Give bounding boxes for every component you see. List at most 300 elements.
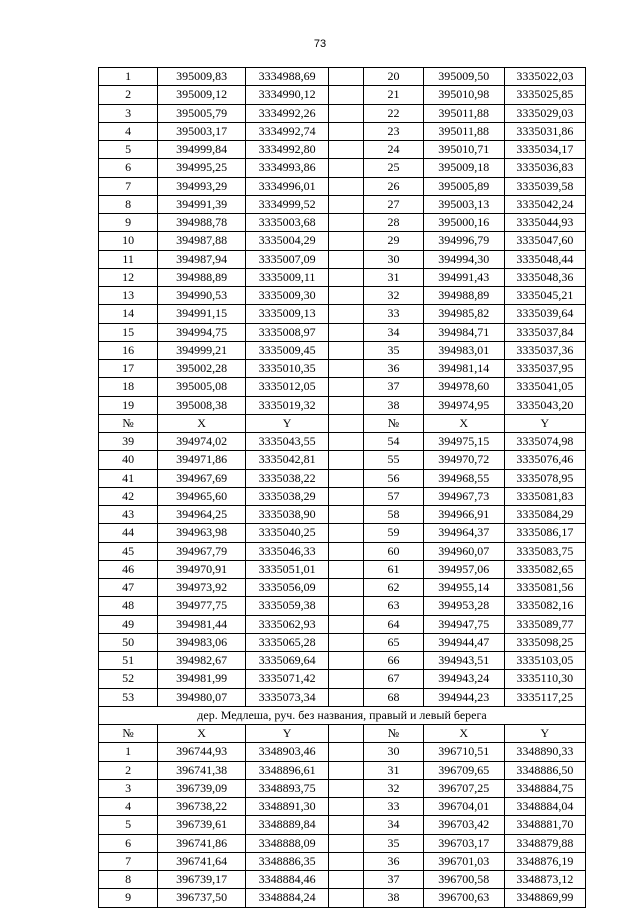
point-number: 39 — [99, 433, 158, 451]
point-number: 38 — [364, 889, 423, 907]
x-coordinate: 394971,86 — [158, 451, 246, 469]
x-coordinate: 396704,01 — [423, 798, 504, 816]
x-coordinate: 394943,51 — [423, 652, 504, 670]
table-row — [99, 871, 586, 889]
column-gap — [329, 104, 364, 122]
x-coordinate: 394955,14 — [423, 579, 504, 597]
point-number: 19 — [99, 396, 158, 414]
point-number: 37 — [364, 871, 423, 889]
point-number: 49 — [99, 615, 158, 633]
point-number: 51 — [99, 652, 158, 670]
table-row — [99, 433, 586, 451]
point-number: 1 — [99, 743, 158, 761]
point-number: 25 — [364, 159, 423, 177]
column-gap — [329, 779, 364, 797]
table-row — [99, 469, 586, 487]
y-coordinate: 3334992,74 — [245, 122, 328, 140]
y-coordinate: 3335038,29 — [245, 487, 328, 505]
point-number: 58 — [364, 506, 423, 524]
table-row — [99, 487, 586, 505]
point-number: 33 — [364, 305, 423, 323]
coordinates-table-body — [99, 68, 586, 908]
x-coordinate: 395003,13 — [423, 195, 504, 213]
y-coordinate: 3335010,35 — [245, 360, 328, 378]
table-row — [99, 86, 586, 104]
column-gap — [329, 798, 364, 816]
x-coordinate: 394988,89 — [423, 287, 504, 305]
x-coordinate: 394994,75 — [158, 323, 246, 341]
point-number: 4 — [99, 798, 158, 816]
y-coordinate: 3348891,30 — [245, 798, 328, 816]
x-coordinate: 396739,17 — [158, 871, 246, 889]
y-coordinate: 3335103,05 — [504, 652, 585, 670]
header-y: Y — [245, 414, 328, 432]
column-gap — [329, 889, 364, 907]
x-coordinate: 394981,44 — [158, 615, 246, 633]
x-coordinate: 395008,38 — [158, 396, 246, 414]
y-coordinate: 3335082,16 — [504, 597, 585, 615]
table-row — [99, 615, 586, 633]
point-number: 6 — [99, 159, 158, 177]
point-number: 40 — [99, 451, 158, 469]
header-number: № — [364, 414, 423, 432]
table-row — [99, 834, 586, 852]
y-coordinate: 3335007,09 — [245, 250, 328, 268]
point-number: 33 — [364, 798, 423, 816]
y-coordinate: 3335110,30 — [504, 670, 585, 688]
point-number: 60 — [364, 542, 423, 560]
point-number: 8 — [99, 871, 158, 889]
column-gap — [329, 141, 364, 159]
y-coordinate: 3348896,61 — [245, 761, 328, 779]
y-coordinate: 3348890,33 — [504, 743, 585, 761]
y-coordinate: 3348888,09 — [245, 834, 328, 852]
y-coordinate: 3348881,70 — [504, 816, 585, 834]
column-gap — [329, 68, 364, 86]
point-number: 28 — [364, 214, 423, 232]
x-coordinate: 394984,71 — [423, 323, 504, 341]
column-gap — [329, 360, 364, 378]
point-number: 2 — [99, 86, 158, 104]
column-gap — [329, 214, 364, 232]
x-coordinate: 394974,95 — [423, 396, 504, 414]
table-row — [99, 378, 586, 396]
x-coordinate: 395010,71 — [423, 141, 504, 159]
point-number: 8 — [99, 195, 158, 213]
y-coordinate: 3335048,44 — [504, 250, 585, 268]
y-coordinate: 3335029,03 — [504, 104, 585, 122]
x-coordinate: 395000,16 — [423, 214, 504, 232]
x-coordinate: 396741,38 — [158, 761, 246, 779]
point-number: 61 — [364, 560, 423, 578]
y-coordinate: 3335009,11 — [245, 268, 328, 286]
x-coordinate: 395003,17 — [158, 122, 246, 140]
y-coordinate: 3334992,26 — [245, 104, 328, 122]
point-number: 38 — [364, 396, 423, 414]
x-coordinate: 396739,09 — [158, 779, 246, 797]
column-gap — [329, 305, 364, 323]
y-coordinate: 3335117,25 — [504, 688, 585, 706]
table-row — [99, 305, 586, 323]
table-row — [99, 761, 586, 779]
header-y: Y — [504, 414, 585, 432]
point-number: 53 — [99, 688, 158, 706]
header-number: № — [364, 725, 423, 743]
table-row — [99, 816, 586, 834]
y-coordinate: 3335045,21 — [504, 287, 585, 305]
x-coordinate: 394988,78 — [158, 214, 246, 232]
x-coordinate: 394994,30 — [423, 250, 504, 268]
point-number: 59 — [364, 524, 423, 542]
column-gap — [329, 396, 364, 414]
point-number: 30 — [364, 743, 423, 761]
y-coordinate: 3335082,65 — [504, 560, 585, 578]
y-coordinate: 3335012,05 — [245, 378, 328, 396]
point-number: 3 — [99, 104, 158, 122]
table-row — [99, 506, 586, 524]
y-coordinate: 3335043,20 — [504, 396, 585, 414]
point-number: 13 — [99, 287, 158, 305]
x-coordinate: 394967,73 — [423, 487, 504, 505]
header-row — [99, 414, 586, 432]
x-coordinate: 396701,03 — [423, 852, 504, 870]
x-coordinate: 394967,69 — [158, 469, 246, 487]
column-gap — [329, 506, 364, 524]
column-gap — [329, 122, 364, 140]
y-coordinate: 3335065,28 — [245, 633, 328, 651]
column-gap — [329, 633, 364, 651]
y-coordinate: 3335039,58 — [504, 177, 585, 195]
y-coordinate: 3335008,97 — [245, 323, 328, 341]
y-coordinate: 3335084,29 — [504, 506, 585, 524]
point-number: 3 — [99, 779, 158, 797]
point-number: 42 — [99, 487, 158, 505]
point-number: 36 — [364, 360, 423, 378]
y-coordinate: 3348903,46 — [245, 743, 328, 761]
x-coordinate: 394953,28 — [423, 597, 504, 615]
y-coordinate: 3334999,52 — [245, 195, 328, 213]
y-coordinate: 3334996,01 — [245, 177, 328, 195]
x-coordinate: 395011,88 — [423, 122, 504, 140]
y-coordinate: 3335081,83 — [504, 487, 585, 505]
point-number: 21 — [364, 86, 423, 104]
y-coordinate: 3335071,42 — [245, 670, 328, 688]
table-row — [99, 214, 586, 232]
point-number: 29 — [364, 232, 423, 250]
table-row — [99, 360, 586, 378]
y-coordinate: 3348884,75 — [504, 779, 585, 797]
y-coordinate: 3335051,01 — [245, 560, 328, 578]
table-row — [99, 68, 586, 86]
x-coordinate: 394967,79 — [158, 542, 246, 560]
point-number: 26 — [364, 177, 423, 195]
x-coordinate: 394947,75 — [423, 615, 504, 633]
column-gap — [329, 177, 364, 195]
column-gap — [329, 542, 364, 560]
x-coordinate: 396738,22 — [158, 798, 246, 816]
y-coordinate: 3334993,86 — [245, 159, 328, 177]
header-x: X — [423, 725, 504, 743]
column-gap — [329, 725, 364, 743]
column-gap — [329, 487, 364, 505]
point-number: 20 — [364, 68, 423, 86]
x-coordinate: 394974,02 — [158, 433, 246, 451]
point-number: 64 — [364, 615, 423, 633]
point-number: 57 — [364, 487, 423, 505]
x-coordinate: 395009,83 — [158, 68, 246, 86]
y-coordinate: 3335047,60 — [504, 232, 585, 250]
column-gap — [329, 871, 364, 889]
x-coordinate: 396710,51 — [423, 743, 504, 761]
y-coordinate: 3335037,36 — [504, 341, 585, 359]
column-gap — [329, 761, 364, 779]
column-gap — [329, 195, 364, 213]
x-coordinate: 394963,98 — [158, 524, 246, 542]
x-coordinate: 396703,42 — [423, 816, 504, 834]
y-coordinate: 3335040,25 — [245, 524, 328, 542]
y-coordinate: 3335059,38 — [245, 597, 328, 615]
table-row — [99, 633, 586, 651]
x-coordinate: 394983,01 — [423, 341, 504, 359]
table-row — [99, 597, 586, 615]
x-coordinate: 394985,82 — [423, 305, 504, 323]
column-gap — [329, 615, 364, 633]
point-number: 18 — [99, 378, 158, 396]
column-gap — [329, 688, 364, 706]
table-row — [99, 396, 586, 414]
table-row — [99, 524, 586, 542]
x-coordinate: 394995,25 — [158, 159, 246, 177]
point-number: 1 — [99, 68, 158, 86]
table-row — [99, 177, 586, 195]
table-row — [99, 852, 586, 870]
column-gap — [329, 414, 364, 432]
point-number: 50 — [99, 633, 158, 651]
y-coordinate: 3335078,95 — [504, 469, 585, 487]
x-coordinate: 394987,94 — [158, 250, 246, 268]
column-gap — [329, 268, 364, 286]
x-coordinate: 394965,60 — [158, 487, 246, 505]
x-coordinate: 396744,93 — [158, 743, 246, 761]
x-coordinate: 396739,61 — [158, 816, 246, 834]
point-number: 9 — [99, 214, 158, 232]
y-coordinate: 3335009,13 — [245, 305, 328, 323]
x-coordinate: 395009,50 — [423, 68, 504, 86]
y-coordinate: 3335098,25 — [504, 633, 585, 651]
point-number: 32 — [364, 287, 423, 305]
section-row — [99, 706, 586, 724]
x-coordinate: 394982,67 — [158, 652, 246, 670]
point-number: 17 — [99, 360, 158, 378]
point-number: 9 — [99, 889, 158, 907]
x-coordinate: 394987,88 — [158, 232, 246, 250]
table-row — [99, 159, 586, 177]
x-coordinate: 396709,65 — [423, 761, 504, 779]
point-number: 14 — [99, 305, 158, 323]
point-number: 55 — [364, 451, 423, 469]
table-row — [99, 889, 586, 907]
point-number: 24 — [364, 141, 423, 159]
table-row — [99, 250, 586, 268]
x-coordinate: 394991,43 — [423, 268, 504, 286]
y-coordinate: 3335042,81 — [245, 451, 328, 469]
column-gap — [329, 86, 364, 104]
point-number: 43 — [99, 506, 158, 524]
table-row — [99, 579, 586, 597]
y-coordinate: 3335037,95 — [504, 360, 585, 378]
page-number: 73 — [313, 38, 327, 50]
x-coordinate: 394964,25 — [158, 506, 246, 524]
x-coordinate: 395010,98 — [423, 86, 504, 104]
column-gap — [329, 451, 364, 469]
x-coordinate: 394964,37 — [423, 524, 504, 542]
point-number: 2 — [99, 761, 158, 779]
y-coordinate: 3335036,83 — [504, 159, 585, 177]
x-coordinate: 394966,91 — [423, 506, 504, 524]
x-coordinate: 394993,29 — [158, 177, 246, 195]
y-coordinate: 3335034,17 — [504, 141, 585, 159]
x-coordinate: 394968,55 — [423, 469, 504, 487]
y-coordinate: 3335083,75 — [504, 542, 585, 560]
point-number: 52 — [99, 670, 158, 688]
table-row — [99, 141, 586, 159]
table-row — [99, 122, 586, 140]
x-coordinate: 396700,58 — [423, 871, 504, 889]
y-coordinate: 3348886,35 — [245, 852, 328, 870]
coordinates-table — [98, 67, 586, 908]
x-coordinate: 394977,75 — [158, 597, 246, 615]
point-number: 48 — [99, 597, 158, 615]
x-coordinate: 394990,53 — [158, 287, 246, 305]
y-coordinate: 3348884,46 — [245, 871, 328, 889]
table-row — [99, 323, 586, 341]
y-coordinate: 3348893,75 — [245, 779, 328, 797]
header-x: X — [158, 725, 246, 743]
point-number: 35 — [364, 834, 423, 852]
point-number: 63 — [364, 597, 423, 615]
point-number: 54 — [364, 433, 423, 451]
point-number: 16 — [99, 341, 158, 359]
y-coordinate: 3335009,45 — [245, 341, 328, 359]
table-row — [99, 688, 586, 706]
column-gap — [329, 378, 364, 396]
table-row — [99, 195, 586, 213]
point-number: 34 — [364, 323, 423, 341]
x-coordinate: 395009,12 — [158, 86, 246, 104]
x-coordinate: 394988,89 — [158, 268, 246, 286]
y-coordinate: 3335038,22 — [245, 469, 328, 487]
table-row — [99, 232, 586, 250]
x-coordinate: 394944,47 — [423, 633, 504, 651]
point-number: 67 — [364, 670, 423, 688]
point-number: 34 — [364, 816, 423, 834]
x-coordinate: 394980,07 — [158, 688, 246, 706]
y-coordinate: 3335031,86 — [504, 122, 585, 140]
header-x: X — [158, 414, 246, 432]
table-row — [99, 451, 586, 469]
y-coordinate: 3334988,69 — [245, 68, 328, 86]
point-number: 4 — [99, 122, 158, 140]
y-coordinate: 3335056,09 — [245, 579, 328, 597]
column-gap — [329, 159, 364, 177]
x-coordinate: 396707,25 — [423, 779, 504, 797]
y-coordinate: 3348886,50 — [504, 761, 585, 779]
point-number: 44 — [99, 524, 158, 542]
x-coordinate: 394981,14 — [423, 360, 504, 378]
y-coordinate: 3335044,93 — [504, 214, 585, 232]
y-coordinate: 3335069,64 — [245, 652, 328, 670]
point-number: 23 — [364, 122, 423, 140]
x-coordinate: 395002,28 — [158, 360, 246, 378]
y-coordinate: 3348869,99 — [504, 889, 585, 907]
table-row — [99, 652, 586, 670]
column-gap — [329, 469, 364, 487]
column-gap — [329, 287, 364, 305]
point-number: 56 — [364, 469, 423, 487]
point-number: 46 — [99, 560, 158, 578]
x-coordinate: 396741,86 — [158, 834, 246, 852]
point-number: 68 — [364, 688, 423, 706]
y-coordinate: 3335046,33 — [245, 542, 328, 560]
column-gap — [329, 433, 364, 451]
y-coordinate: 3335004,29 — [245, 232, 328, 250]
point-number: 11 — [99, 250, 158, 268]
y-coordinate: 3335041,05 — [504, 378, 585, 396]
point-number: 22 — [364, 104, 423, 122]
x-coordinate: 395009,18 — [423, 159, 504, 177]
x-coordinate: 394957,06 — [423, 560, 504, 578]
x-coordinate: 395005,08 — [158, 378, 246, 396]
x-coordinate: 394975,15 — [423, 433, 504, 451]
point-number: 10 — [99, 232, 158, 250]
x-coordinate: 396737,50 — [158, 889, 246, 907]
y-coordinate: 3348884,04 — [504, 798, 585, 816]
table-row — [99, 287, 586, 305]
x-coordinate: 396741,64 — [158, 852, 246, 870]
y-coordinate: 3335037,84 — [504, 323, 585, 341]
point-number: 41 — [99, 469, 158, 487]
column-gap — [329, 524, 364, 542]
x-coordinate: 394970,72 — [423, 451, 504, 469]
y-coordinate: 3335038,90 — [245, 506, 328, 524]
y-coordinate: 3335089,77 — [504, 615, 585, 633]
point-number: 65 — [364, 633, 423, 651]
x-coordinate: 394983,06 — [158, 633, 246, 651]
x-coordinate: 395011,88 — [423, 104, 504, 122]
point-number: 35 — [364, 341, 423, 359]
y-coordinate: 3348884,24 — [245, 889, 328, 907]
y-coordinate: 3335009,30 — [245, 287, 328, 305]
point-number: 5 — [99, 141, 158, 159]
header-y: Y — [245, 725, 328, 743]
y-coordinate: 3335074,98 — [504, 433, 585, 451]
header-y: Y — [504, 725, 585, 743]
x-coordinate: 394981,99 — [158, 670, 246, 688]
column-gap — [329, 341, 364, 359]
x-coordinate: 394991,39 — [158, 195, 246, 213]
y-coordinate: 3334992,80 — [245, 141, 328, 159]
point-number: 7 — [99, 852, 158, 870]
point-number: 27 — [364, 195, 423, 213]
column-gap — [329, 323, 364, 341]
y-coordinate: 3335025,85 — [504, 86, 585, 104]
y-coordinate: 3335019,32 — [245, 396, 328, 414]
point-number: 30 — [364, 250, 423, 268]
header-number: № — [99, 414, 158, 432]
table-row — [99, 798, 586, 816]
x-coordinate: 396700,63 — [423, 889, 504, 907]
column-gap — [329, 816, 364, 834]
